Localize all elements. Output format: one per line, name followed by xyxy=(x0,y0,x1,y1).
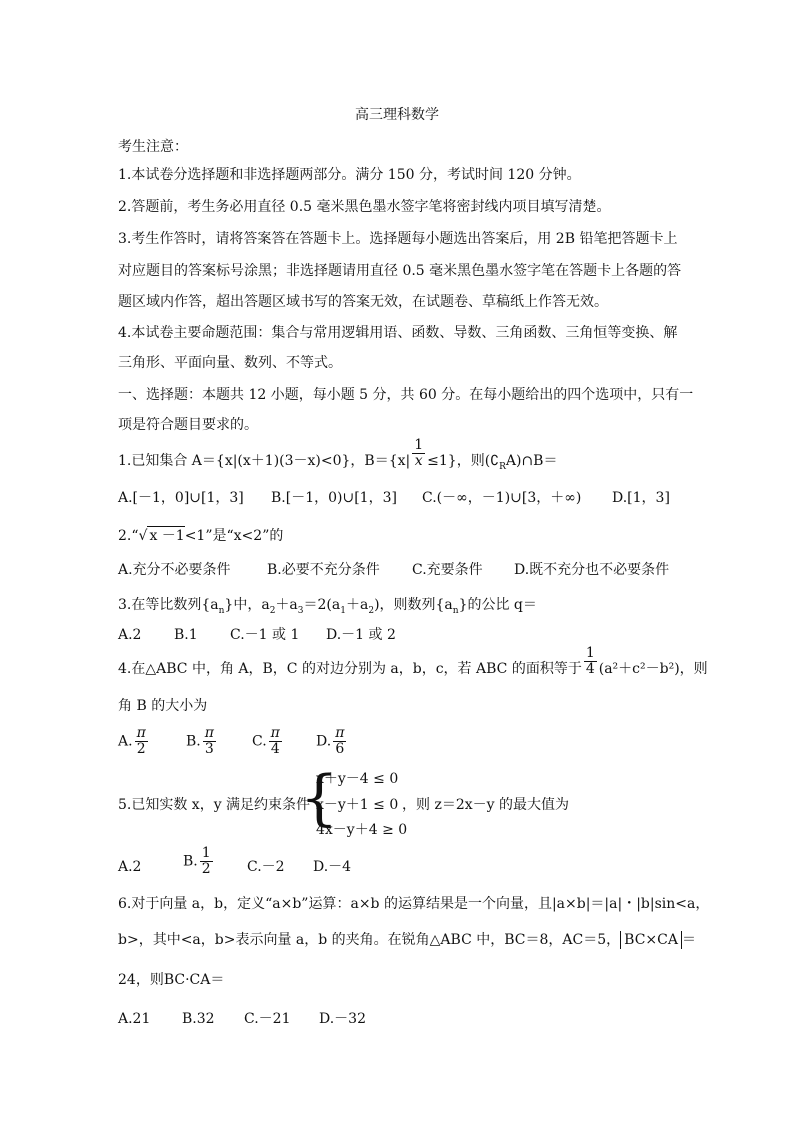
notice-line: 1.本试卷分选择题和非选择题两部分。满分 150 分，考试时间 120 分钟。 xyxy=(118,167,581,183)
notice-heading: 考生注意： xyxy=(118,139,188,155)
notice-line: 2.答题前，考生务必用直径 0.5 毫米黑色墨水签字笔将密封线内项目填写清楚。 xyxy=(118,199,611,215)
question-3-option-a: A.2 xyxy=(118,627,142,643)
question-5-option-c: C.－2 xyxy=(247,859,285,875)
question-5-option-a: A.2 xyxy=(118,859,142,875)
question-6-option-c: C.－21 xyxy=(244,1011,291,1027)
vector-dot-product: BC·CA xyxy=(163,972,211,988)
question-1-option-c: C.(－∞，－1)∪[3，＋∞) xyxy=(422,490,582,506)
section-heading: 项是符合题目要求的。 xyxy=(118,417,258,433)
question-1-stem: 1.已知集合 A＝{x|(x＋1)(3－x)<0}，B＝{x| $\frac{1}{x}$ ≤1}，则$(∁_RA)\cap B=$ xyxy=(118,436,558,472)
question-5-stem-a: 5.已知实数 x，y 满足约束条件 xyxy=(118,797,311,813)
question-3-option-d: D.－1 或 2 xyxy=(326,627,396,643)
notice-line: 对应题目的答案标号涂黑；非选择题请用直径 0.5 毫米黑色墨水签字笔在答题卡上各题的答 xyxy=(118,263,682,279)
question-2-option-b: B.必要不充分条件 xyxy=(267,562,380,578)
question-4-option-d: D. $\frac{\pi}{6}$ xyxy=(316,725,345,757)
question-3-option-b: B.1 xyxy=(174,627,198,643)
question-6-option-a: A.21 xyxy=(118,1011,151,1027)
vector-cross-magnitude: BC×CA xyxy=(620,931,682,949)
question-5-stem-b: ，则 z＝2x－y 的最大值为 xyxy=(402,797,569,813)
question-6-line3: 24，则BC·CA＝ xyxy=(118,972,225,988)
question-2-stem: 2.“√ x －1<1”是“x<2”的 xyxy=(118,528,284,544)
question-3-stem: 3.在等比数列$\{a_n\}$中，$a_2+a_3=2(a_1+a_2)$，则数列$\{a_n\}$的公比 q＝ xyxy=(118,597,537,616)
question-4-stem: 4.在△ABC 中，角 A，B，C 的对边分别为 a，b，c，若 ABC 的面积等于 $\frac{1}{4}$ (a²＋c²－b²)，则 xyxy=(118,644,708,677)
notice-line: 3.考生作答时，请将答案答在答题卡上。选择题每小题选出答案后，用 2B 铅笔把答题卡上 xyxy=(118,231,678,247)
question-2-option-d: D.既不充分也不必要条件 xyxy=(514,562,670,578)
question-6-option-d: D.－32 xyxy=(319,1011,366,1027)
question-4-option-c: C. $\frac{\pi}{4}$ xyxy=(252,725,280,757)
notice-line: 4.本试卷主要命题范围：集合与常用逻辑用语、函数、导数、三角函数、三角恒等变换、解 xyxy=(118,325,678,341)
constraint-1: x＋y－4 ≤ 0 xyxy=(316,771,399,787)
exam-title: 高三理科数学 xyxy=(355,107,439,123)
question-5-option-b: B. $\frac{1}{2}$ xyxy=(183,845,211,877)
question-1-option-b: B.[－1，0)∪[1，3] xyxy=(271,490,397,506)
question-6-line2: b>，其中<a，b>表示向量 a，b 的夹角。在锐角△ABC 中，BC＝8，AC＝5， BC×CA ＝ xyxy=(118,932,696,948)
constraint-2: x－y＋1 ≤ 0 xyxy=(316,797,399,813)
question-1-option-d: D.[1，3] xyxy=(612,490,670,506)
question-2-option-a: A.充分不必要条件 xyxy=(118,562,231,578)
question-6-line1: 6.对于向量 a，b，定义“a×b”运算：a×b 的运算结果是一个向量，且|a×b|＝|a|・|b|sin<a， xyxy=(118,896,710,912)
question-6-option-b: B.32 xyxy=(182,1011,215,1027)
question-4-stem-line2: 角 B 的大小为 xyxy=(118,698,208,714)
notice-line: 题区域内作答，超出答题区域书写的答案无效，在试题卷、草稿纸上作答无效。 xyxy=(118,294,608,310)
question-5-option-d: D.－4 xyxy=(313,859,352,875)
constraint-3: 4x－y＋4 ≥ 0 xyxy=(316,822,408,838)
section-heading: 一、选择题：本题共 12 小题，每小题 5 分，共 60 分。在每小题给出的四个选项中，只有一 xyxy=(118,387,694,403)
question-1-option-a: A.[－1，0]∪[1，3] xyxy=(118,490,244,506)
constraint-brace: { xyxy=(300,763,339,833)
question-4-option-a: A. $\frac{\pi}{2}$ xyxy=(118,725,146,757)
notice-line: 三角形、平面向量、数列、不等式。 xyxy=(118,355,342,371)
question-2-option-c: C.充要条件 xyxy=(412,562,483,578)
question-3-option-c: C.－1 或 1 xyxy=(230,627,300,643)
question-4-option-b: B. $\frac{\pi}{3}$ xyxy=(186,725,214,757)
